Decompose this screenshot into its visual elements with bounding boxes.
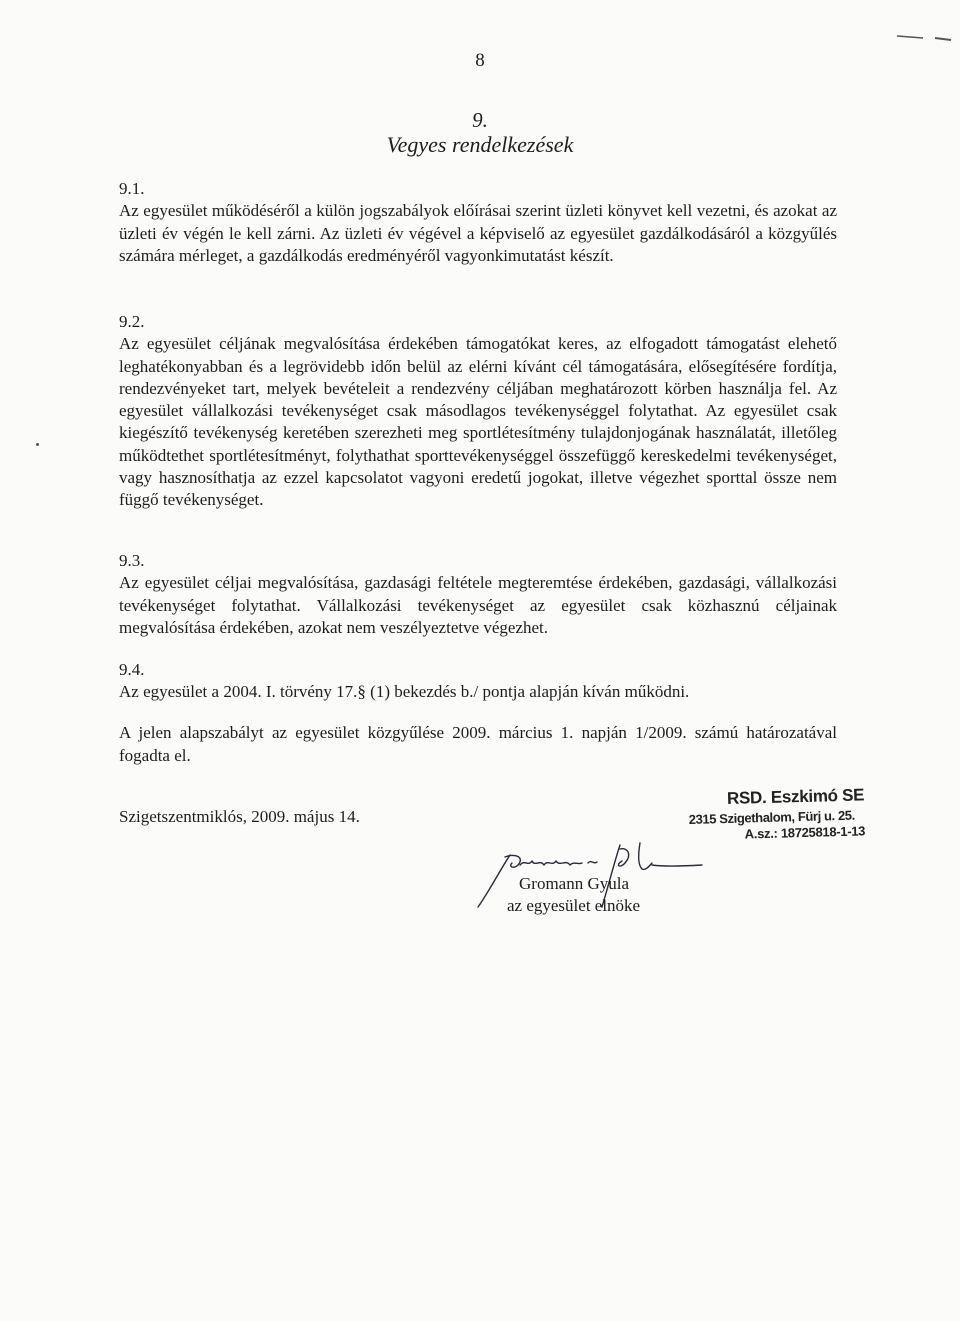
clause-number: 9.3.	[119, 551, 145, 570]
clause-number: 9.1.	[119, 179, 145, 198]
clause-9-3	[119, 550, 837, 639]
scan-mark-icon	[895, 30, 955, 44]
clause-9-2	[119, 311, 837, 512]
clause-9-4	[119, 659, 837, 704]
page-number: 8	[475, 50, 485, 71]
stamp-tax-number: A.sz.: 18725818-1-13	[744, 823, 866, 842]
clause-number: 9.4.	[119, 660, 145, 679]
signer-role: az egyesület elnöke	[507, 896, 641, 915]
clause-text: Az egyesület céljának megvalósítása érdekében támogatókat keres, az elfogadott támogatást elehető leghatékonyabban és a legrövidebb időn belül az elérni kívánt cél támogatására, elősegítésére fordítja, rendezvényeket tart, melyek bevételeit a rendezvény céljában meghatározott körben használja fel. Az egyesület vállalkozási tevékenységet csak másodlagos tevékenységgel folytathat. Az egyesület csak kiegészítő tevékenység keretében szerezheti meg sportlétesítmény tulajdonjogának használatát, illetőleg működtethet sportlétesítményt, folythathat sporttevékenységgel összefüggő kereskedelmi tevékenységet, vagy hasznosíthatja az ezzel kapcsolatot vagyoni eredetű jogokat, illetve végezhet sporttal össze nem függő tevékenységet.	[119, 334, 837, 510]
place-and-date: Szigetszentmiklós, 2009. május 14.	[119, 807, 360, 826]
clause-9-1	[119, 178, 837, 267]
stamp-address: 2315 Szigethalom, Fürj u. 25.	[688, 807, 856, 827]
signer-name: Gromann Gyula	[519, 874, 630, 893]
scan-speck	[36, 443, 39, 446]
organization-stamp	[688, 785, 865, 843]
clause-number: 9.2.	[119, 312, 145, 331]
stamp-org-name: RSD. Eszkimó SE	[726, 785, 865, 808]
clause-text: Az egyesület céljai megvalósítása, gazdasági feltétele megteremtése érdekében, gazdasági, vállalkozási tevékenységet folytathat. Vállalkozási tevékenységet az egyesület csak közhasznú céljainak megvalósítása érdekében, azokat nem veszélyeztetve végezhet.	[119, 573, 837, 637]
section-title: Vegyes rendelkezések	[386, 132, 574, 157]
clause-text: Az egyesület működéséről a külön jogszabályok előírásai szerint üzleti könyvet kell vezetni, és azokat az üzleti év végén le kell zárni. Az üzleti év végével a képviselő az egyesület gazdálkodásáról a közgyűlés számára mérleget, a gazdálkodás eredményéről vagyonkimutatást készít.	[119, 201, 837, 265]
clause-text: Az egyesület a 2004. I. törvény 17.§ (1) bekezdés b./ pontja alapján kíván működni.	[119, 682, 690, 702]
section-number: 9.	[472, 108, 488, 132]
adoption-statement: A jelen alapszabályt az egyesület közgyűlése 2009. március 1. napján 1/2009. számú határozatával fogadta el.	[119, 723, 837, 765]
